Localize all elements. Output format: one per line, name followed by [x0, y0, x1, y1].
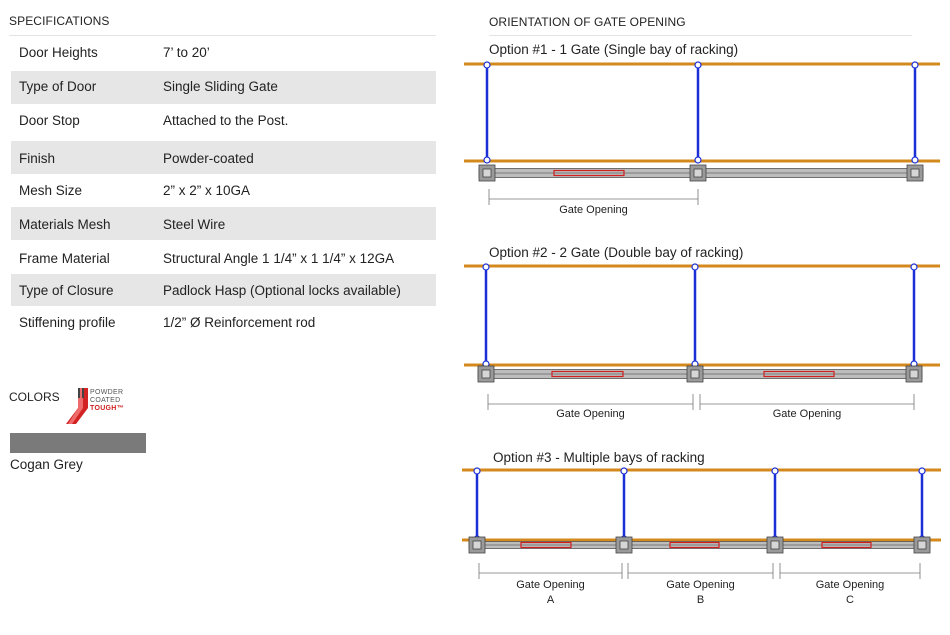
bottom-beam — [462, 539, 941, 542]
badge-line: TOUGH™ — [90, 405, 124, 412]
post-cap-top — [911, 264, 917, 270]
post-base-bolt — [910, 370, 918, 378]
top-beam — [462, 469, 941, 472]
post-base-bolt — [691, 370, 699, 378]
specifications-panel — [0, 0, 445, 635]
spec-value: Padlock Hasp (Optional locks available) — [163, 283, 401, 298]
gate-diagram-option-1 — [464, 62, 940, 216]
spec-label: Materials Mesh — [19, 217, 111, 232]
post-base-bolt — [771, 541, 779, 549]
specifications-title: SPECIFICATIONS — [9, 14, 110, 28]
post-cap-bottom — [695, 157, 701, 163]
gate-opening-label: Gate Opening — [772, 408, 842, 420]
color-swatch-name: Cogan Grey — [10, 457, 83, 472]
post-cap-top — [474, 468, 480, 474]
option-1-title: Option #1 - 1 Gate (Single bay of racking) — [489, 42, 739, 57]
post-cap-top — [621, 468, 627, 474]
post-base-bolt — [620, 541, 628, 549]
spec-label: Type of Door — [19, 79, 97, 94]
spec-row-finish — [11, 141, 436, 174]
gate-diagrams — [445, 0, 950, 635]
spec-label: Frame Material — [19, 251, 110, 266]
colors-title: COLORS — [9, 390, 60, 404]
gate-opening-label: Gate Opening — [815, 579, 885, 591]
orientation-panel — [445, 0, 950, 635]
badge-line: POWDER — [90, 389, 124, 396]
option-3-title: Option #3 - Multiple bays of racking — [493, 450, 705, 465]
paint-brush-icon — [64, 386, 90, 426]
spec-row-type-of-door — [11, 71, 436, 104]
post-cap-bottom — [912, 157, 918, 163]
post-base-bolt — [911, 169, 919, 177]
powder-coated-tough-badge — [64, 386, 134, 426]
gate-opening-letter: A — [546, 594, 555, 606]
gate-opening-label: Gate Opening — [556, 408, 625, 420]
spec-value: 2” x 2” x 10GA — [163, 183, 251, 198]
post-cap-top — [919, 468, 925, 474]
post-cap-top — [692, 264, 698, 270]
spec-value: Steel Wire — [163, 217, 226, 232]
post-cap-top — [484, 62, 490, 68]
spec-value: 7’ to 20’ — [163, 45, 210, 60]
post-cap-top — [772, 468, 778, 474]
bottom-beam — [464, 160, 940, 163]
post-cap-top — [695, 62, 701, 68]
spec-label: Door Heights — [19, 45, 98, 60]
spec-value: Powder-coated — [163, 151, 254, 166]
post-base-bolt — [483, 169, 491, 177]
gate-opening-letter: B — [696, 594, 705, 606]
post-base-bolt — [918, 541, 926, 549]
gate-opening-letter: C — [846, 594, 854, 606]
spec-value: Single Sliding Gate — [163, 79, 278, 94]
spec-label: Finish — [19, 151, 56, 166]
spec-value: Attached to the Post. — [163, 113, 289, 128]
spec-row-stiffening-profile — [11, 307, 436, 339]
top-beam — [464, 265, 940, 268]
orientation-title: ORIENTATION OF GATE OPENING — [489, 15, 686, 29]
post-base-bolt — [482, 370, 490, 378]
post-base-bolt — [473, 541, 481, 549]
spec-row-mesh-size — [11, 175, 436, 206]
post-cap-top — [912, 62, 918, 68]
top-beam — [464, 63, 940, 66]
badge-line: COATED — [90, 397, 121, 404]
spec-row-frame-material — [11, 241, 436, 273]
specifications-divider — [9, 35, 436, 36]
color-swatch-cogan-grey — [10, 433, 146, 453]
gate-diagram-option-3 — [462, 468, 941, 606]
spec-row-door-stop — [11, 105, 436, 139]
option-2-title: Option #2 - 2 Gate (Double bay of racking) — [489, 245, 744, 260]
spec-label: Door Stop — [19, 113, 80, 128]
gate-opening-label: Gate Opening — [559, 204, 628, 216]
spec-label: Mesh Size — [19, 183, 83, 198]
post-base-bolt — [694, 169, 702, 177]
spec-value: 1/2” Ø Reinforcement rod — [163, 315, 316, 330]
spec-row-materials-mesh — [11, 207, 436, 240]
gate-opening-label: Gate Opening — [516, 579, 585, 591]
gate-diagram-option-2 — [464, 264, 940, 420]
post-cap-top — [483, 264, 489, 270]
spec-value: Structural Angle 1 1/4” x 1 1/4” x 12GA — [163, 251, 395, 266]
spec-row-door-heights — [11, 37, 436, 69]
post-cap-bottom — [484, 157, 490, 163]
spec-label: Type of Closure — [19, 283, 114, 298]
spec-label: Stiffening profile — [19, 315, 116, 330]
gate-opening-label: Gate Opening — [666, 579, 735, 591]
spec-row-type-of-closure — [11, 274, 436, 306]
